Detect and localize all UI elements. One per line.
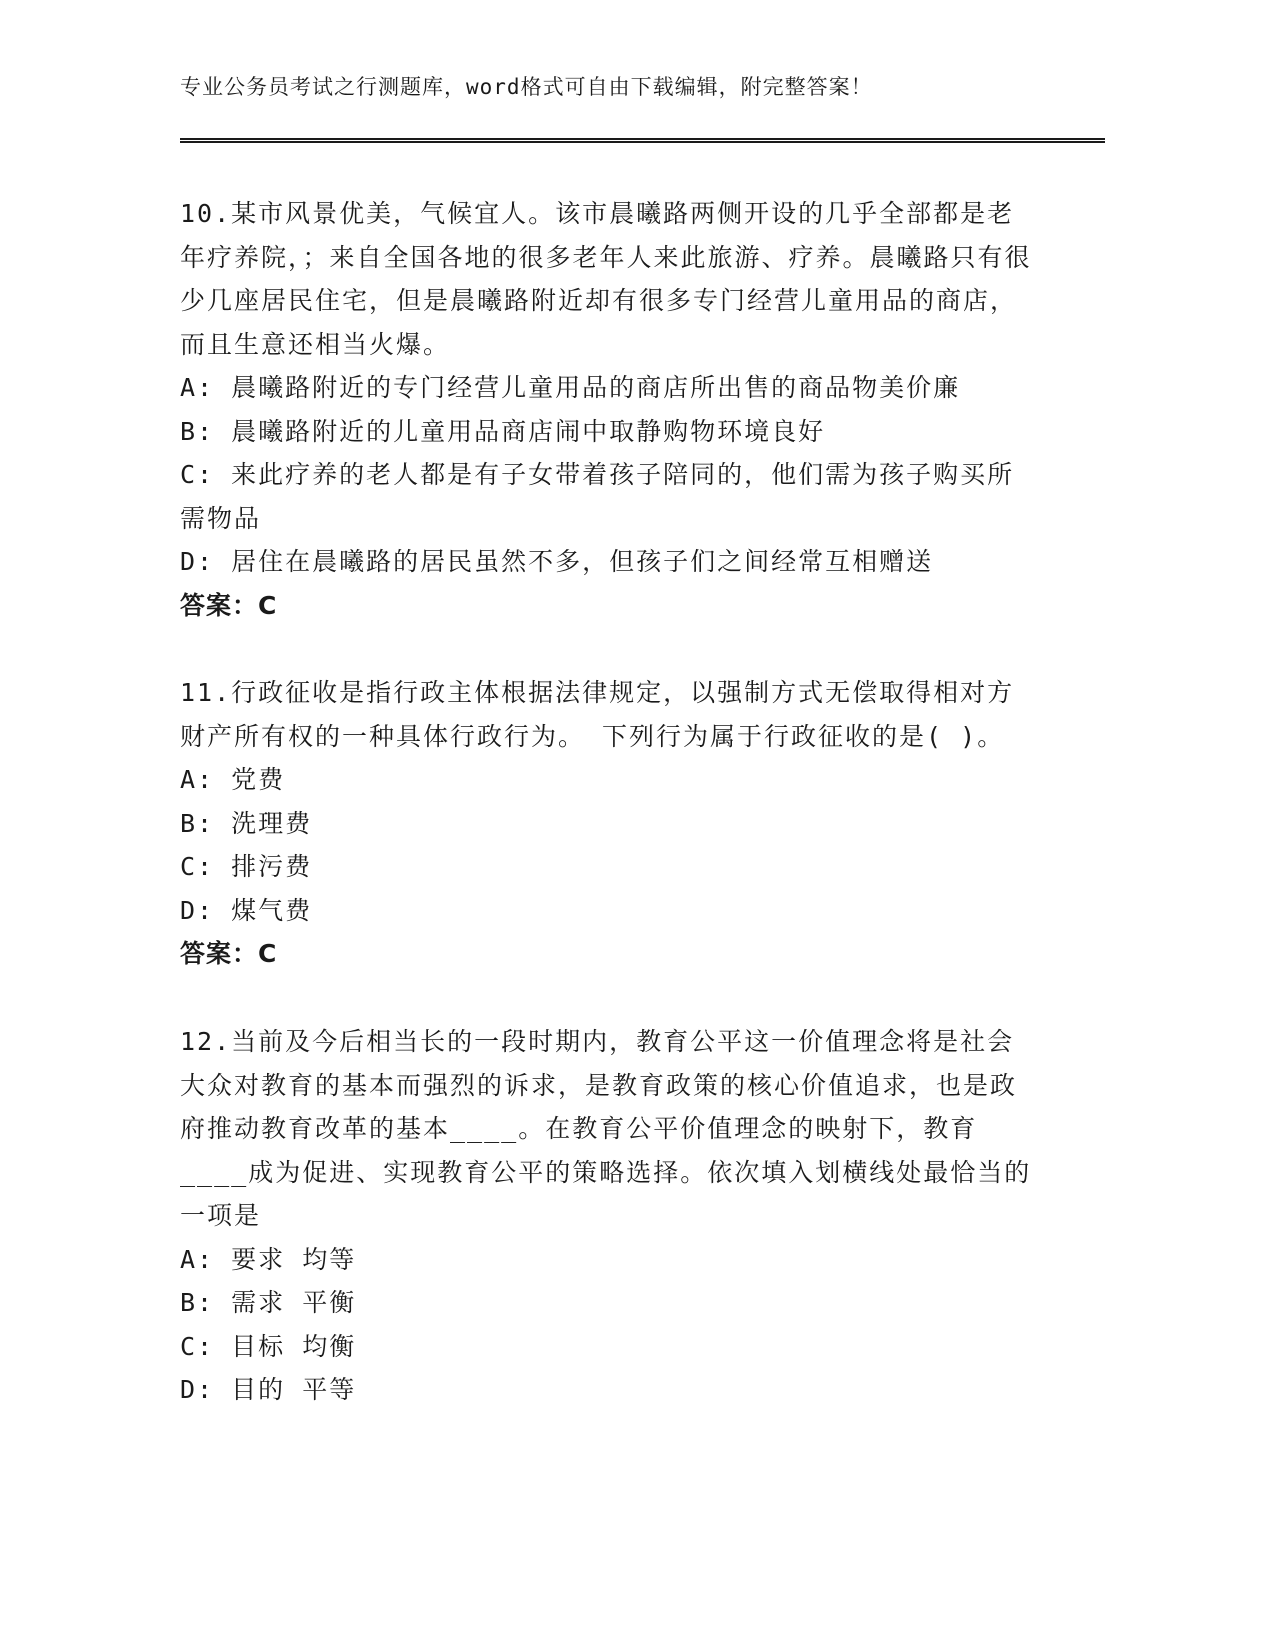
question-stem: 12.当前及今后相当长的一段时期内，教育公平这一价值理念将是社会大众对教育的基本而强烈的诉求，是教育政策的核心价值追求，也是政府推动教育改革的基本____。在教育公平价值理念的映射下，教育____成为促进、实现教育公平的策略选择。依次填入划横线处最恰当的一项是 xyxy=(180,1027,1032,1230)
question-stem: 10.某市风景优美，气候宜人。该市晨曦路两侧开设的几乎全部都是老年疗养院，；来自全国各地的很多老年人来此旅游、疗养。晨曦路只有很少几座居民住宅，但是晨曦路附近却有很多专门经营儿童用品的商店，而且生意还相当火爆。 xyxy=(180,199,1032,359)
answer: 答案：C xyxy=(180,939,278,968)
question-12 xyxy=(180,1020,1040,1412)
option-b: B: 洗理费 xyxy=(180,808,313,838)
question-11 xyxy=(180,671,1040,976)
option-c: C: 目标 均衡 xyxy=(180,1331,357,1361)
answer: 答案：C xyxy=(180,590,278,620)
option-c: C: 来此疗养的老人都是有子女带着孩子陪同的，他们需为孩子购买所需物品 xyxy=(180,460,1015,533)
question-10 xyxy=(180,192,1040,627)
page-header: 专业公务员考试之行测题库，word格式可自由下载编辑，附完整答案！ xyxy=(180,75,873,99)
option-a: A: 要求 均等 xyxy=(180,1244,357,1274)
option-b: B: 需求 平衡 xyxy=(180,1288,357,1317)
question-stem: 11.行政征收是指行政主体根据法律规定，以强制方式无偿取得相对方财产所有权的一种具体行政行为。 下列行为属于行政征收的是( )。 xyxy=(180,678,1015,751)
option-c: C: 排污费 xyxy=(180,852,313,881)
option-d: D: 煤气费 xyxy=(180,895,313,925)
option-a: A: 晨曦路附近的专门经营儿童用品的商店所出售的商品物美价廉 xyxy=(180,373,961,402)
header-divider xyxy=(180,138,1105,143)
option-b: B: 晨曦路附近的儿童用品商店闹中取静购物环境良好 xyxy=(180,416,826,446)
option-d: D: 居住在晨曦路的居民虽然不多，但孩子们之间经常互相赠送 xyxy=(180,547,934,576)
option-a: A: 党费 xyxy=(180,765,286,794)
option-d: D: 目的 平等 xyxy=(180,1375,357,1404)
